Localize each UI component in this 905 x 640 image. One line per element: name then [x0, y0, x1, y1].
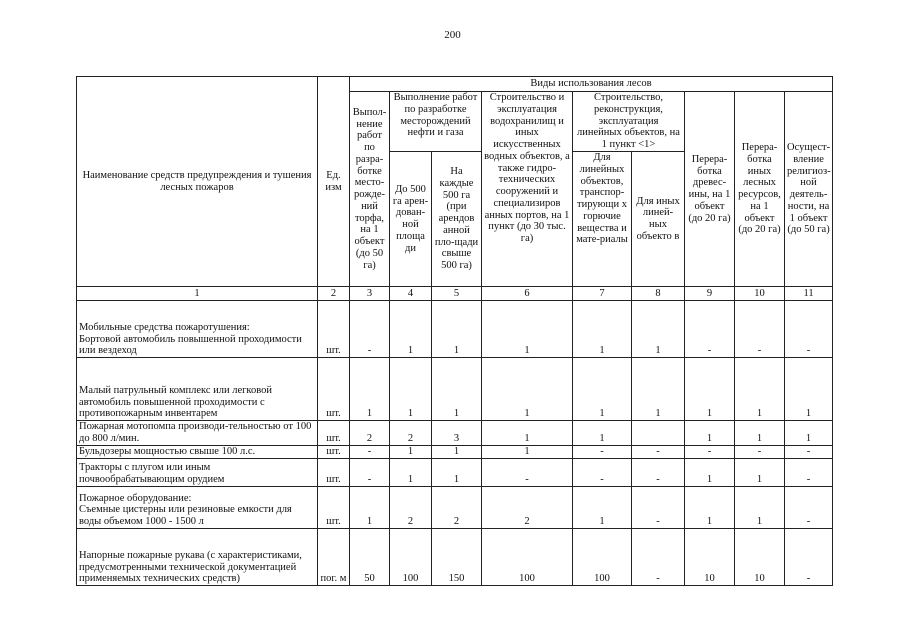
value-cell: -	[632, 458, 685, 486]
value-cell: 2	[390, 486, 432, 528]
column-number: 6	[482, 287, 573, 301]
value-cell: -	[632, 528, 685, 585]
table-row	[77, 486, 833, 528]
equipment-name: Напорные пожарные рукава (с характеристиками, предусмотренными технической документацией применяемых технических средств)	[77, 528, 318, 585]
value-cell: 1	[432, 445, 482, 458]
header-religious: Осущест-вление религиоз-ной деятель-ности, на 1 объект (до 50 га)	[785, 92, 833, 287]
value-cell: -	[632, 486, 685, 528]
unit-cell: шт.	[318, 458, 350, 486]
value-cell: -	[482, 458, 573, 486]
equipment-name: Мобильные средства пожаротушения: Бортовой автомобиль повышенной проходимости или вездеход	[77, 301, 318, 358]
value-cell: -	[785, 486, 833, 528]
value-cell: 1	[390, 445, 432, 458]
column-number-row	[77, 287, 833, 301]
header-oil-gas: Выполнение работ по разработке месторождений нефти и газа	[390, 92, 482, 152]
value-cell: -	[573, 458, 632, 486]
value-cell: -	[785, 445, 833, 458]
header-unit: Ед. изм	[318, 77, 350, 287]
header-wood: Перера-ботка древес-ины, на 1 объект (до 20 га)	[685, 92, 735, 287]
equipment-name: Пожарная мотопомпа производи-тельностью от 100 до 800 л/мин.	[77, 421, 318, 446]
table-row	[77, 528, 833, 585]
value-cell: 1	[735, 458, 785, 486]
value-cell: 150	[432, 528, 482, 585]
header-linear-other: Для иных линей-ных объекто в	[632, 152, 685, 287]
header-peat: Выпол-нение работ по разра-ботке место-рожде-ний торфа, на 1 объект (до 50 га)	[350, 92, 390, 287]
value-cell: -	[685, 445, 735, 458]
table-row	[77, 421, 833, 446]
value-cell: 3	[432, 421, 482, 446]
column-number: 2	[318, 287, 350, 301]
unit-cell: шт.	[318, 301, 350, 358]
value-cell: 1	[632, 301, 685, 358]
value-cell: 2	[350, 421, 390, 446]
value-cell: 1	[482, 445, 573, 458]
value-cell: -	[785, 528, 833, 585]
table-row	[77, 458, 833, 486]
page-number: 200	[444, 29, 461, 41]
value-cell: 1	[785, 421, 833, 446]
value-cell: -	[632, 445, 685, 458]
value-cell: -	[350, 301, 390, 358]
value-cell: 50	[350, 528, 390, 585]
value-cell: 1	[685, 421, 735, 446]
equipment-name: Бульдозеры мощностью свыше 100 л.с.	[77, 445, 318, 458]
value-cell: -	[735, 301, 785, 358]
value-cell: 1	[573, 301, 632, 358]
unit-cell: шт.	[318, 486, 350, 528]
unit-cell: пог. м	[318, 528, 350, 585]
column-number: 3	[350, 287, 390, 301]
value-cell: 100	[482, 528, 573, 585]
column-number: 1	[77, 287, 318, 301]
value-cell: 1	[685, 486, 735, 528]
value-cell: 1	[632, 358, 685, 421]
table-row	[77, 358, 833, 421]
value-cell: 1	[432, 358, 482, 421]
equipment-name: Малый патрульный комплекс или легковой автомобиль повышенной проходимости с противопожарным инвентарем	[77, 358, 318, 421]
value-cell: 1	[573, 421, 632, 446]
column-number: 5	[432, 287, 482, 301]
header-each-500: На каждые 500 га (при арендов анной пло-щади свыше 500 га)	[432, 152, 482, 287]
value-cell: -	[350, 445, 390, 458]
value-cell: 1	[785, 358, 833, 421]
value-cell: 2	[482, 486, 573, 528]
value-cell: 1	[390, 358, 432, 421]
equipment-name: Тракторы с плугом или иным почвообрабатывающим орудием	[77, 458, 318, 486]
header-reservoirs: Строительство и эксплуатация водохранилищ и иных искусственных водных объектов, а также гидро-технических сооружений и специализиров анных портов, на 1 пункт (до 30 тыс. га)	[482, 92, 573, 287]
header-name: Наименование средств предупреждения и тушения лесных пожаров	[77, 77, 318, 287]
value-cell: 1	[482, 421, 573, 446]
value-cell: 10	[685, 528, 735, 585]
value-cell: 1	[735, 358, 785, 421]
value-cell: 100	[573, 528, 632, 585]
column-number: 10	[735, 287, 785, 301]
value-cell: 1	[735, 421, 785, 446]
value-cell: 1	[432, 301, 482, 358]
header-linear: Строительство, реконструкция, эксплуатация линейных объектов, на 1 пункт <1>	[573, 92, 685, 152]
unit-cell: шт.	[318, 358, 350, 421]
value-cell: -	[785, 301, 833, 358]
value-cell: 2	[390, 421, 432, 446]
value-cell: 10	[735, 528, 785, 585]
column-number: 7	[573, 287, 632, 301]
value-cell: 1	[482, 301, 573, 358]
table-row	[77, 301, 833, 358]
value-cell: -	[350, 458, 390, 486]
value-cell: 1	[432, 458, 482, 486]
header-linear-fuel: Для линейных объектов, транспор-тирующи х горючие вещества и мате-риалы	[573, 152, 632, 287]
value-cell: -	[685, 301, 735, 358]
value-cell: 1	[735, 486, 785, 528]
unit-cell: шт.	[318, 445, 350, 458]
value-cell: 1	[482, 358, 573, 421]
column-number: 9	[685, 287, 735, 301]
value-cell: -	[573, 445, 632, 458]
equipment-name: Пожарное оборудование: Съемные цистерны или резиновые емкости для воды объемом 1000 - 1500 л	[77, 486, 318, 528]
value-cell: 1	[685, 358, 735, 421]
value-cell: 1	[390, 301, 432, 358]
unit-cell: шт.	[318, 421, 350, 446]
value-cell: 2	[432, 486, 482, 528]
column-number: 8	[632, 287, 685, 301]
value-cell: -	[785, 458, 833, 486]
value-cell	[632, 421, 685, 446]
value-cell: -	[735, 445, 785, 458]
value-cell: 100	[390, 528, 432, 585]
column-number: 4	[390, 287, 432, 301]
column-number: 11	[785, 287, 833, 301]
value-cell: 1	[573, 358, 632, 421]
fire-equipment-table	[76, 76, 833, 586]
header-forest-use: Виды использования лесов	[350, 77, 833, 92]
value-cell: 1	[573, 486, 632, 528]
value-cell: 1	[685, 458, 735, 486]
header-up-to-500: До 500 га арен-дован-ной площа ди	[390, 152, 432, 287]
header-other-resources: Перера-ботка иных лесных ресурсов, на 1 объект (до 20 га)	[735, 92, 785, 287]
value-cell: 1	[350, 358, 390, 421]
table-row	[77, 445, 833, 458]
value-cell: 1	[350, 486, 390, 528]
value-cell: 1	[390, 458, 432, 486]
